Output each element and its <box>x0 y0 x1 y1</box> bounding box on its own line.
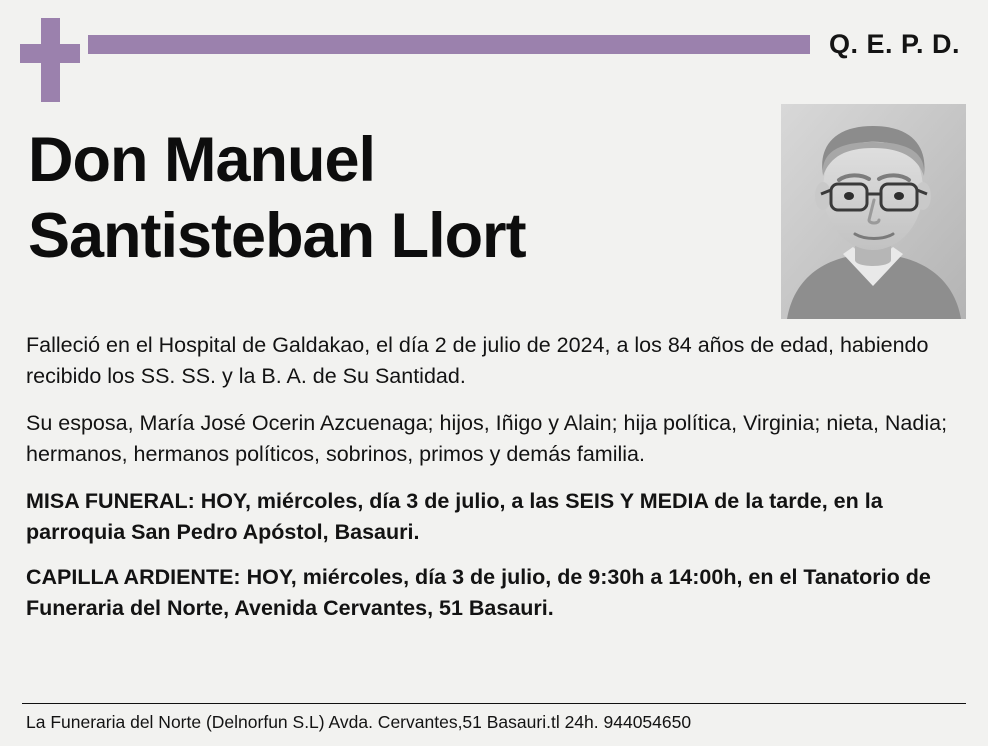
funeral-home-footer: La Funeraria del Norte (Delnorfun S.L) Avda. Cervantes,51 Basauri.tl 24h. 944054650 <box>26 712 692 732</box>
header-band <box>0 0 988 100</box>
funeral-mass-details: MISA FUNERAL: HOY, miércoles, día 3 de julio, a las SEIS Y MEDIA de la tarde, en la parroquia San Pedro Apóstol, Basauri. <box>26 489 883 544</box>
header-rule <box>88 35 810 54</box>
deceased-name-line-2: Santisteban Llort <box>28 201 526 271</box>
cross-horizontal-bar <box>20 44 80 63</box>
body-paragraph-1: Falleció en el Hospital de Galdakao, el día 2 de julio de 2024, a los 84 años de edad, habiendo recibido los SS. SS. y la B. A. de Su Santidad. <box>26 333 929 388</box>
wake-chapel-details: CAPILLA ARDIENTE: HOY, miércoles, día 3 de julio, de 9:30h a 14:00h, en el Tanatorio de Funeraria del Norte, Avenida Cervantes, 51 Basauri. <box>26 565 931 620</box>
footer-divider <box>22 703 966 704</box>
qepd-label: Q. E. P. D. <box>828 29 960 59</box>
deceased-name-line-1: Don Manuel <box>28 125 375 195</box>
portrait-photo <box>781 104 966 319</box>
deceased-name <box>28 122 748 274</box>
obituary-body <box>26 330 962 624</box>
body-paragraph-2: Su esposa, María José Ocerin Azcuenaga; hijos, Iñigo y Alain; hija política, Virginia; nieta, Nadia; hermanos, hermanos políticos, sobrinos, primos y demás familia. <box>26 411 948 466</box>
cross-icon <box>20 18 80 102</box>
